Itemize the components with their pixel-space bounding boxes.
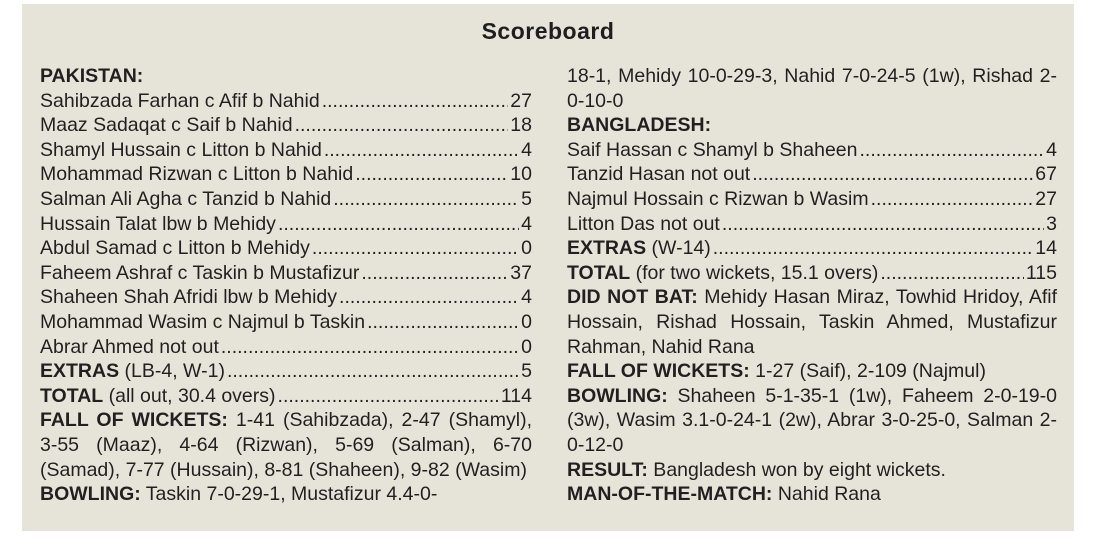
scoreboard-panel	[22, 4, 1074, 531]
batter-runs: 18	[510, 114, 532, 137]
batter-runs: 27	[510, 89, 532, 112]
fow-label: FALL OF WICKETS:	[40, 409, 228, 432]
total-detail: (for two wickets, 15.1 overs)	[630, 261, 879, 284]
team-header-bangladesh: BANGLADESH:	[567, 114, 712, 137]
pakistan-bowling-continued: 18-1, Mehidy 10-0-29-3, Nahid 7-0-24-5 (1w), Rishad 2-0-10-0	[567, 65, 1057, 112]
leader-dots	[860, 138, 1045, 163]
dnb-text: Mehidy Hasan Miraz, Towhid Hridoy, Afif Hossain, Rishad Hossain, Taskin Ahmed, Mustafizur Rahman, Nahid Rana	[567, 286, 1057, 358]
batting-row	[567, 138, 1057, 163]
batter-entry: Abdul Samad c Litton b Mehidy	[40, 237, 310, 260]
batter-runs: 3	[1046, 212, 1057, 235]
total-label: TOTAL	[40, 384, 104, 407]
match-result	[567, 458, 1057, 483]
batting-row	[567, 187, 1057, 212]
leader-dots	[278, 384, 499, 409]
batter-entry: Hussain Talat lbw b Mehidy	[40, 212, 276, 235]
batting-row	[40, 187, 532, 212]
leader-dots	[324, 138, 519, 163]
batter-runs: 4	[521, 212, 532, 235]
batting-row	[40, 261, 532, 286]
batter-runs: 27	[1035, 187, 1057, 210]
dnb-label: DID NOT BAT:	[567, 286, 698, 309]
batting-row	[40, 236, 532, 261]
fow-text: 1-41 (Sahibzada), 2-47 (Shamyl), 3-55 (Maaz), 4-64 (Rizwan), 5-69 (Salman), 6-70 (Samad), 7-77 (Hussain), 8-81 (Shaheen), 9-82 (Wasim)	[40, 409, 532, 481]
leader-dots	[361, 261, 508, 286]
total-label: TOTAL	[567, 261, 631, 284]
extras-value: 5	[521, 360, 532, 383]
leader-dots	[880, 261, 1024, 286]
bowling-text: Taskin 7-0-29-1, Mustafizur 4.4-0-	[140, 483, 438, 506]
batter-runs: 67	[1035, 163, 1057, 186]
batting-row	[40, 212, 532, 237]
batting-row	[40, 113, 532, 138]
batting-row	[40, 89, 532, 114]
batter-runs: 4	[1046, 138, 1057, 161]
batter-entry: Mohammad Rizwan c Litton b Nahid	[40, 163, 354, 186]
leader-dots	[333, 187, 519, 212]
batter-runs: 4	[521, 286, 532, 309]
extras-label: EXTRAS	[567, 237, 647, 260]
pakistan-total-row	[40, 384, 532, 409]
bangladesh-total-row	[567, 261, 1057, 286]
bowling-label: BOWLING:	[567, 384, 668, 407]
leader-dots	[312, 236, 519, 261]
batter-runs: 0	[521, 237, 532, 260]
page-title: Scoreboard	[481, 18, 615, 44]
leader-dots	[322, 89, 509, 114]
leader-dots	[227, 359, 519, 384]
extras-label: EXTRAS	[40, 360, 120, 383]
leader-dots	[713, 236, 1034, 261]
leader-dots	[367, 310, 519, 335]
total-detail: (all out, 30.4 overs)	[103, 384, 276, 407]
extras-detail: (LB-4, W-1)	[119, 360, 225, 383]
batter-entry: Saif Hassan c Shamyl b Shaheen	[567, 138, 858, 161]
leader-dots	[871, 187, 1034, 212]
total-value: 114	[500, 384, 532, 407]
batter-entry: Salman Ali Agha c Tanzid b Nahid	[40, 187, 332, 210]
batting-row	[40, 335, 532, 360]
batter-runs: 0	[521, 310, 532, 333]
bowling-label: BOWLING:	[40, 483, 141, 506]
batter-runs: 5	[521, 187, 532, 210]
batter-entry: Mohammad Wasim c Najmul b Taskin	[40, 310, 366, 333]
extras-detail: (W-14)	[646, 237, 711, 260]
bangladesh-extras-row	[567, 236, 1057, 261]
batter-entry: Shamyl Hussain c Litton b Nahid	[40, 138, 322, 161]
pakistan-batting-list	[40, 89, 532, 360]
batting-row	[567, 162, 1057, 187]
batter-runs: 0	[521, 335, 532, 358]
pakistan-bowling	[40, 482, 532, 507]
motm-label: MAN-OF-THE-MATCH:	[567, 483, 773, 506]
batter-runs: 4	[521, 138, 532, 161]
total-value: 115	[1025, 261, 1057, 284]
man-of-the-match	[567, 482, 1057, 507]
fow-label: FALL OF WICKETS:	[567, 360, 750, 383]
leader-dots	[722, 212, 1044, 237]
batting-row	[40, 285, 532, 310]
pakistan-extras-row	[40, 359, 532, 384]
batter-entry: Faheem Ashraf c Taskin b Mustafizur	[40, 261, 360, 284]
leader-dots	[295, 113, 509, 138]
batting-row	[40, 310, 532, 335]
motm-text: Nahid Rana	[772, 483, 881, 506]
fow-text: 1-27 (Saif), 2-109 (Najmul)	[749, 360, 986, 383]
batter-runs: 10	[510, 163, 532, 186]
team-header-pakistan: PAKISTAN:	[40, 65, 144, 87]
batter-entry: Maaz Sadaqat c Saif b Nahid	[40, 114, 293, 137]
batter-entry: Abrar Ahmed not out	[40, 335, 219, 358]
batting-row	[40, 138, 532, 163]
leader-dots	[355, 162, 508, 187]
bangladesh-bowling	[567, 384, 1057, 458]
leader-dots	[221, 335, 519, 360]
extras-value: 14	[1035, 237, 1057, 260]
result-text: Bangladesh won by eight wickets.	[647, 458, 946, 481]
batter-entry: Sahibzada Farhan c Afif b Nahid	[40, 89, 320, 112]
batting-row	[567, 212, 1057, 237]
batting-row	[40, 162, 532, 187]
pakistan-fall-of-wickets	[40, 408, 532, 482]
right-column	[567, 64, 1057, 507]
bowling-text: Shaheen 5-1-35-1 (1w), Faheem 2-0-19-0 (3w), Wasim 3.1-0-24-1 (2w), Abrar 3-0-25-0, Salman 2-0-12-0	[567, 384, 1057, 456]
leader-dots	[339, 285, 519, 310]
result-label: RESULT:	[567, 458, 648, 481]
batter-runs: 37	[510, 261, 532, 284]
left-column	[40, 64, 532, 507]
batter-entry: Shaheen Shah Afridi lbw b Mehidy	[40, 286, 338, 309]
bangladesh-batting-list	[567, 138, 1057, 236]
bangladesh-fall-of-wickets	[567, 359, 1057, 384]
leader-dots	[752, 162, 1033, 187]
bangladesh-did-not-bat	[567, 285, 1057, 359]
batter-entry: Litton Das not out	[567, 212, 720, 235]
batter-entry: Tanzid Hasan not out	[567, 163, 751, 186]
leader-dots	[278, 212, 519, 237]
batter-entry: Najmul Hossain c Rizwan b Wasim	[567, 187, 869, 210]
